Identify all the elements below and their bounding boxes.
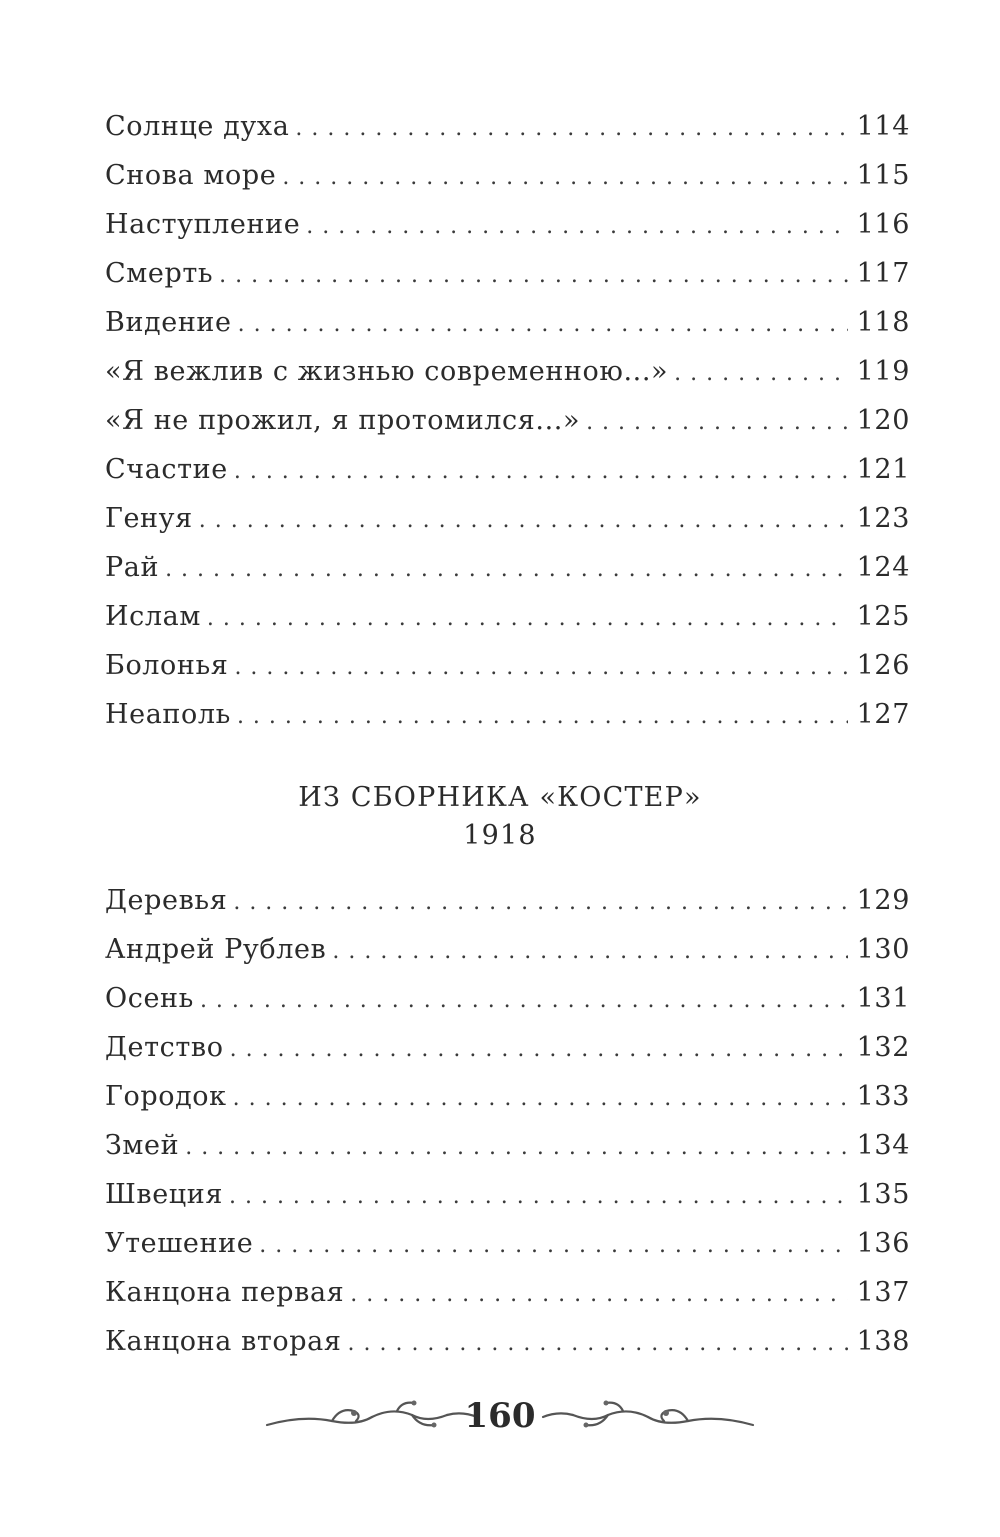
toc-entry[interactable]: [105, 494, 910, 543]
toc-entry-title: Городок: [105, 1081, 227, 1112]
toc-entry-title: «Я вежлив с жизнью современною...»: [105, 356, 669, 387]
toc-entry-page: 137: [856, 1277, 910, 1308]
toc-entry-title: «Я не прожил, я протомился...»: [105, 405, 581, 436]
toc-entry-title: Наступление: [105, 209, 301, 240]
toc-leader-dots: [282, 153, 848, 202]
toc-entry[interactable]: [105, 1121, 910, 1170]
toc-entry[interactable]: [105, 151, 910, 200]
toc-leader-dots: [200, 976, 848, 1025]
toc-entry[interactable]: [105, 690, 910, 739]
page-number: 160: [464, 1396, 536, 1436]
toc-leader-dots: [165, 545, 848, 594]
toc-leader-dots: [229, 1172, 848, 1221]
toc-list-part2: [105, 876, 910, 1366]
toc-entry-title: Счастие: [105, 454, 228, 485]
toc-entry[interactable]: [105, 641, 910, 690]
toc-entry[interactable]: [105, 876, 910, 925]
toc-entry-page: 127: [856, 699, 910, 730]
toc-entry-title: Солнце духа: [105, 111, 290, 142]
toc-leader-dots: [586, 398, 848, 447]
toc-entry-page: 132: [856, 1032, 910, 1063]
toc-entry-page: 124: [856, 552, 910, 583]
toc-entry-title: Канцона вторая: [105, 1326, 342, 1357]
toc-leader-dots: [234, 643, 848, 692]
toc-entry[interactable]: [105, 1170, 910, 1219]
toc-leader-dots: [238, 300, 848, 349]
toc-entry-title: Осень: [105, 983, 194, 1014]
toc-entry-title: Рай: [105, 552, 160, 583]
toc-entry[interactable]: [105, 200, 910, 249]
section-title: ИЗ СБОРНИКА «КОСТЕР»: [298, 782, 702, 813]
toc-entry-title: Канцона первая: [105, 1277, 345, 1308]
toc-list-part1: [105, 102, 910, 739]
toc-entry[interactable]: [105, 445, 910, 494]
toc-entry-title: Неаполь: [105, 699, 231, 730]
toc-entry-title: Андрей Рублев: [105, 934, 327, 965]
toc-entry-page: 125: [856, 601, 910, 632]
toc-entry-page: 136: [856, 1228, 910, 1259]
toc-entry-page: 118: [856, 307, 910, 338]
toc-entry-title: Змей: [105, 1130, 180, 1161]
toc-entry-page: 129: [856, 885, 910, 916]
toc-leader-dots: [237, 692, 848, 741]
toc-entry-page: 114: [856, 111, 910, 142]
toc-leader-dots: [185, 1123, 848, 1172]
toc-entry-title: Генуя: [105, 503, 193, 534]
toc-entry-title: Ислам: [105, 601, 201, 632]
toc-entry-page: 138: [856, 1326, 910, 1357]
toc-entry-title: Видение: [105, 307, 232, 338]
toc-leader-dots: [233, 878, 848, 927]
toc-entry-page: 126: [856, 650, 910, 681]
toc-leader-dots: [674, 349, 848, 398]
toc-entry[interactable]: [105, 298, 910, 347]
toc-leader-dots: [230, 1025, 848, 1074]
toc-entry-page: 135: [856, 1179, 910, 1210]
toc-entry-title: Швеция: [105, 1179, 223, 1210]
toc-entry[interactable]: [105, 1317, 910, 1366]
toc-entry[interactable]: [105, 1268, 910, 1317]
toc-leader-dots: [259, 1221, 848, 1270]
toc-entry-page: 117: [856, 258, 910, 289]
toc-entry-title: Болонья: [105, 650, 229, 681]
toc-leader-dots: [219, 251, 848, 300]
toc-leader-dots: [233, 1074, 848, 1123]
toc-leader-dots: [348, 1319, 849, 1368]
toc-leader-dots: [199, 496, 848, 545]
toc-entry-page: 133: [856, 1081, 910, 1112]
toc-entry[interactable]: [105, 102, 910, 151]
toc-entry-page: 123: [856, 503, 910, 534]
toc-entry-title: Детство: [105, 1032, 224, 1063]
toc-leader-dots: [306, 202, 848, 251]
toc-entry-title: Снова море: [105, 160, 277, 191]
toc-entry-page: 119: [856, 356, 910, 387]
section-year: 1918: [463, 820, 537, 851]
toc-entry-title: Деревья: [105, 885, 228, 916]
toc-entry-page: 115: [856, 160, 910, 191]
toc-entry[interactable]: [105, 592, 910, 641]
toc-entry[interactable]: [105, 396, 910, 445]
toc-leader-dots: [295, 104, 848, 153]
toc-entry-page: 131: [856, 983, 910, 1014]
toc-entry[interactable]: [105, 974, 910, 1023]
toc-leader-dots: [234, 447, 848, 496]
toc-leader-dots: [350, 1270, 848, 1319]
toc-entry-title: Смерть: [105, 258, 214, 289]
toc-entry-page: 121: [856, 454, 910, 485]
toc-entry-title: Утешение: [105, 1228, 254, 1259]
toc-leader-dots: [207, 594, 848, 643]
toc-entry[interactable]: [105, 347, 910, 396]
toc-entry[interactable]: [105, 1072, 910, 1121]
toc-entry[interactable]: [105, 1219, 910, 1268]
toc-entry-page: 130: [856, 934, 910, 965]
toc-entry[interactable]: [105, 925, 910, 974]
toc-entry[interactable]: [105, 1023, 910, 1072]
toc-entry[interactable]: [105, 249, 910, 298]
toc-entry-page: 134: [856, 1130, 910, 1161]
toc-entry[interactable]: [105, 543, 910, 592]
toc-entry-page: 116: [856, 209, 910, 240]
toc-entry-page: 120: [856, 405, 910, 436]
toc-leader-dots: [332, 927, 848, 976]
